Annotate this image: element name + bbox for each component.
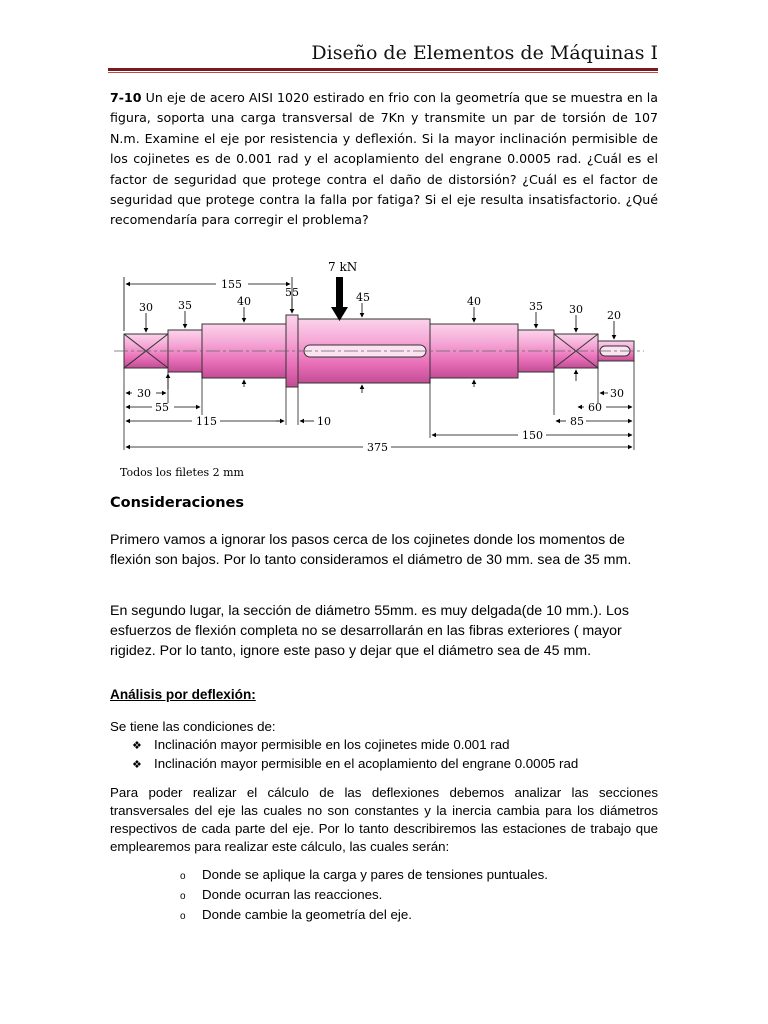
section-title-considerations: Consideraciones (110, 495, 244, 511)
station-text: Donde ocurran las reacciones. (202, 887, 383, 902)
diameter-label: 40 (237, 295, 251, 308)
dimension-label: 85 (570, 415, 584, 428)
page-header-title: Diseño de Elementos de Máquinas I (311, 42, 658, 64)
deflection-paragraph: Para poder realizar el cálculo de las deflexiones debemos analizar las secciones transversales del eje las cuales no son constantes y la inercia cambia para los diámetros respectivos de cada parte del eje. Por lo tanto describiremos las estaciones de trabajo que emplearemos para realizar este cálculo, las cuales serán: (110, 785, 658, 854)
dimension-label: 150 (522, 429, 543, 442)
considerations-paragraph-2: En segundo lugar, la sección de diámetro 55mm. es muy delgada(de 10 mm.). Los esfuerzos de flexión completa no se desarrollarán en las fibras exteriores ( mayor rigidez. Por lo tanto, ignore este paso y dejar que el diámetro sea de 45 mm. (110, 603, 629, 659)
diameter-label: 40 (467, 295, 481, 308)
considerations-paragraph-1: Primero vamos a ignorar los pasos cerca de los cojinetes donde los momentos de flexión son bajos. Por lo tanto consideramos el diámetro de 30 mm. sea de 35 mm. (110, 532, 632, 568)
condition-text: Inclinación mayor permisible en los cojinetes mide 0.001 rad (154, 737, 510, 752)
circle-bullet-icon: o (180, 911, 186, 922)
stations-list (180, 866, 548, 926)
condition-text: Inclinación mayor permisible en el acoplamiento del engrane 0.0005 rad (154, 756, 579, 771)
diameter-label: 45 (356, 291, 370, 304)
diamond-bullet-icon: ❖ (132, 759, 142, 771)
diameter-label: 55 (285, 286, 299, 299)
circle-bullet-icon: o (180, 871, 186, 882)
figure-caption: Todos los filetes 2 mm (120, 466, 244, 479)
station-text: Donde cambie la geometría del eje. (202, 907, 412, 922)
dimension-label: 30 (610, 387, 624, 400)
load-label: 7 kN (328, 260, 358, 274)
header-rule (108, 68, 658, 71)
conditions-intro: Se tiene las condiciones de: (110, 719, 276, 734)
list-item (180, 866, 548, 886)
section-title-deflection: Análisis por deflexión: (110, 687, 256, 702)
dimension-label: 375 (367, 441, 388, 454)
problem-statement (110, 88, 658, 231)
list-item (132, 736, 578, 755)
shaft-drawing (108, 255, 648, 460)
diameter-label: 20 (607, 309, 621, 322)
list-item (180, 886, 548, 906)
circle-bullet-icon: o (180, 891, 186, 902)
diamond-bullet-icon: ❖ (132, 740, 142, 752)
diameter-label: 35 (178, 299, 192, 312)
diameter-label: 35 (529, 300, 543, 313)
station-text: Donde se aplique la carga y pares de tensiones puntuales. (202, 867, 548, 882)
problem-number: 7-10 (110, 90, 142, 105)
conditions-list (132, 736, 578, 774)
dimension-label: 155 (221, 278, 242, 291)
list-item (132, 755, 578, 774)
dimension-label: 10 (317, 415, 331, 428)
header-rule-thin (108, 72, 658, 73)
dimension-label: 55 (155, 401, 169, 414)
list-item (180, 906, 548, 926)
dimension-label: 60 (588, 401, 602, 414)
dimension-label: 115 (196, 415, 217, 428)
load-arrow (331, 277, 348, 321)
diameter-label: 30 (569, 303, 583, 316)
diameter-label: 30 (139, 301, 153, 314)
problem-text: Un eje de acero AISI 1020 estirado en frio con la geometría que se muestra en la figura, soporta una carga transversal de 7Kn y transmite un par de torsión de 107 N.m. Examine el eje por resistencia y deflexión. Si la mayor inclinación permisible de los cojinetes es de 0.001 rad y el acoplamiento del engrane 0.0005 rad. ¿Cuál es el factor de seguridad que protege contra el daño de distorsión? ¿Cuál es el factor de seguridad que protege contra la falla por fatiga? Si el eje resulta insatisfactorio. ¿Qué recomendaría para corregir el problema? (110, 90, 658, 228)
dimension-label: 30 (137, 387, 151, 400)
